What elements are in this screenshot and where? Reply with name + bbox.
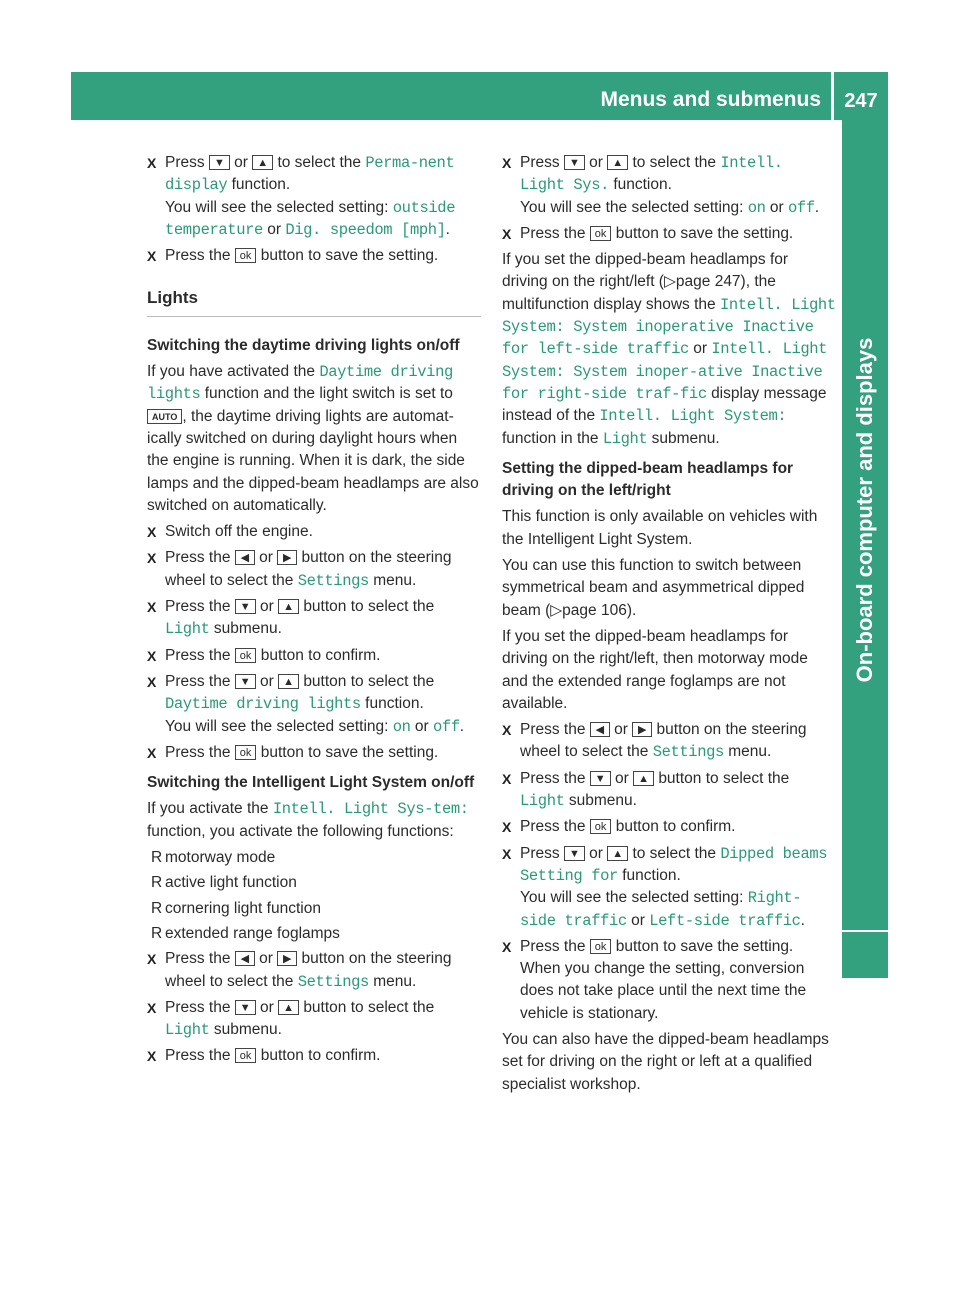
left-column (147, 152, 481, 1072)
step: X Press the ◀ or ▶ button on the steering wheel to select the Settings menu. (502, 721, 807, 762)
step: X Press the ▼ or ▲ button to select the Light submenu. (147, 998, 435, 1040)
step: X Press ▼ or ▲ to select the Intell. Light Sys. function. You will see the selected setting: on or off. (502, 154, 820, 217)
down-key-icon: ▼ (235, 674, 256, 689)
subsection-title: Setting the dipped-beam headlamps for driving on the left/right (502, 459, 794, 500)
ok-key-icon: ok (590, 819, 612, 834)
step: X Press the ok button to save the setting. (147, 247, 439, 265)
left-key-icon: ◀ (590, 722, 610, 737)
right-key-icon: ▶ (277, 550, 297, 565)
list-item: R cornering light function (151, 899, 321, 917)
ok-key-icon: ok (235, 745, 257, 760)
paragraph: You can use this function to switch between symmetrical beam and asymmetrical dipped beam (▷page 106). (502, 557, 805, 619)
step: X Press ▼ or ▲ to select the Dipped beams Setting for function. You will see the selected setting: Right-side traffic or Left-side traffic. (502, 844, 828, 930)
right-key-icon: ▶ (632, 722, 652, 737)
step: X Press the ▼ or ▲ button to select the Light submenu. (147, 598, 435, 639)
page-ref-arrow-icon: ▷ (663, 273, 676, 291)
page-number: 247 (834, 72, 888, 120)
paragraph: If you set the dipped-beam headlamps for driving on the right/left, then motorway mode and the extended range foglamps are not available. (502, 627, 808, 712)
list-item: R active light function (151, 874, 297, 892)
down-key-icon: ▼ (564, 846, 585, 861)
side-tab-label: On-board computer and displays (852, 337, 877, 683)
down-key-icon: ▼ (564, 155, 585, 170)
down-key-icon: ▼ (590, 771, 611, 786)
right-column (502, 152, 836, 1100)
step: X Press the ◀ or ▶ button on the steering wheel to select the Settings menu. (147, 549, 452, 590)
header-bar (71, 72, 831, 120)
step: X Press the ok button to confirm. (147, 1047, 381, 1065)
section-title: Lights (147, 287, 481, 316)
up-key-icon: ▲ (633, 771, 654, 786)
side-tab-marker (842, 932, 888, 978)
paragraph: This function is only available on vehicles with the Intelligent Light System. (502, 508, 818, 548)
ok-key-icon: ok (590, 939, 612, 954)
ok-key-icon: ok (235, 648, 257, 663)
subsection-title: Switching the daytime driving lights on/off (147, 336, 460, 354)
ok-key-icon: ok (235, 248, 257, 263)
down-key-icon: ▼ (235, 599, 256, 614)
up-key-icon: ▲ (607, 846, 628, 861)
right-key-icon: ▶ (277, 951, 297, 966)
list-item: R extended range foglamps (151, 924, 340, 942)
left-key-icon: ◀ (235, 550, 255, 565)
step: X Press the ok button to save the setting. (147, 743, 439, 761)
ok-key-icon: ok (235, 1048, 257, 1063)
down-key-icon: ▼ (209, 155, 230, 170)
up-key-icon: ▲ (252, 155, 273, 170)
step: X Press the ok button to save the setting. (502, 224, 794, 242)
step: X Press the ▼ or ▲ button to select the Light submenu. (502, 769, 790, 811)
up-key-icon: ▲ (278, 599, 299, 614)
paragraph: If you activate the Intell. Light Sys‐tem: function, you activate the following functions: (147, 800, 469, 840)
up-key-icon: ▲ (607, 155, 628, 170)
down-key-icon: ▼ (235, 1000, 256, 1015)
ok-key-icon: ok (590, 226, 612, 241)
step: X Press ▼ or ▲ to select the Perma‐nent display function. You will see the selected setting: outside temperature or Dig. speedom [mph]. (147, 154, 456, 239)
paragraph: If you have activated the Daytime driving lights function and the light switch is set to AUTO , the daytime driving lights are automatically switched on during daylight hours when the engine is running. When it is dark, the side lamps and the dipped-beam headlamps are also switched on automatically. (147, 363, 479, 514)
paragraph: You can also have the dipped-beam headlamps set for driving on the right or left at a qualified specialist workshop. (502, 1030, 829, 1093)
up-key-icon: ▲ (278, 674, 299, 689)
left-key-icon: ◀ (235, 951, 255, 966)
step: X Press the ◀ or ▶ button on the steering wheel to select the Settings menu. (147, 950, 452, 991)
paragraph: If you set the dipped-beam headlamps for driving on the right/left (▷page 247), the multifunction display shows the Intell. Light System: System inoperative Inactive for left-side traffic or Intell. Light System: System inoper‐ative Inactive for right-side traf‐fic display message instead of the Intell. Light System: function in the Light submenu. (502, 251, 836, 448)
step: X Press the ▼ or ▲ button to select the Daytime driving lights function. You will see the selected setting: on or off. (147, 672, 465, 736)
auto-key-icon: AUTO (147, 409, 182, 424)
header-title: Menus and submenus (600, 88, 821, 111)
step: X Press the ok button to save the setting. When you change the setting, conversion does not take place until the next time the vehicle is stationary. (502, 937, 807, 1022)
page-ref-arrow-icon: ▷ (550, 601, 563, 619)
step: X Press the ok button to confirm. (147, 646, 381, 664)
subsection-title: Switching the Intelligent Light System on/off (147, 774, 475, 792)
up-key-icon: ▲ (278, 1000, 299, 1015)
list-item: R motorway mode (151, 849, 276, 867)
step: X Press the ok button to confirm. (502, 818, 736, 836)
step: X Switch off the engine. (147, 523, 313, 541)
